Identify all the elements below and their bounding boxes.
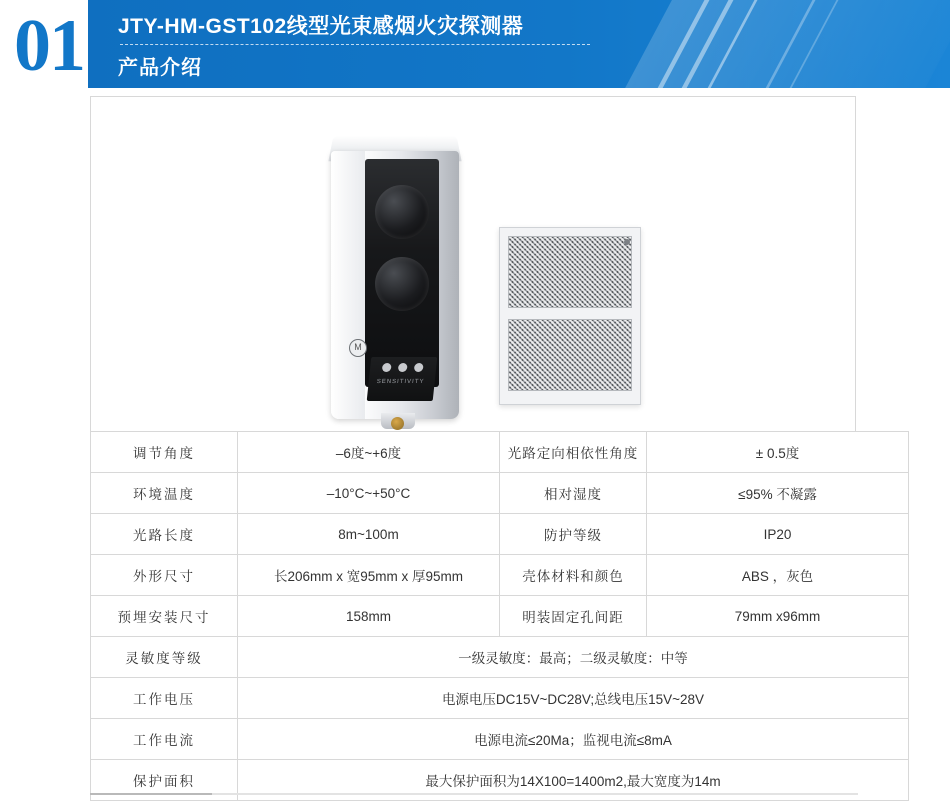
product-image-panel bbox=[90, 96, 856, 431]
spec-value: 电源电压DC15V~DC28V;总线电压15V~28V bbox=[238, 678, 909, 719]
beam-detector-illustration bbox=[323, 125, 473, 425]
header-divider bbox=[120, 44, 590, 45]
spec-value: 长206mm x 宽95mm x 厚95mm bbox=[238, 555, 500, 596]
spec-label: 光路长度 bbox=[91, 514, 238, 555]
table-row bbox=[91, 432, 909, 473]
spec-value: –6度~+6度 bbox=[238, 432, 500, 473]
table-row bbox=[91, 473, 909, 514]
detector-button-1 bbox=[382, 363, 392, 372]
page-header bbox=[0, 0, 950, 88]
spec-label: 防护等级 bbox=[500, 514, 647, 555]
reflector-gap bbox=[508, 308, 632, 319]
table-row bbox=[91, 555, 909, 596]
spec-label: 工作电压 bbox=[91, 678, 238, 719]
spec-value: 8m~100m bbox=[238, 514, 500, 555]
footer-divider-accent bbox=[90, 793, 212, 795]
detector-control-panel bbox=[367, 357, 438, 401]
detector-screw bbox=[391, 417, 404, 430]
spec-value: 79mm x96mm bbox=[647, 596, 909, 637]
table-row bbox=[91, 719, 909, 760]
spec-value: 158mm bbox=[238, 596, 500, 637]
spec-label: 相对湿度 bbox=[500, 473, 647, 514]
spec-label: 光路定向相依性角度 bbox=[500, 432, 647, 473]
detector-panel-label: SENSITIVITY bbox=[376, 379, 425, 385]
spec-value: IP20 bbox=[647, 514, 909, 555]
spec-value: –10°C~+50°C bbox=[238, 473, 500, 514]
page-subtitle: 产品介绍 bbox=[118, 57, 202, 79]
spec-label: 灵敏度等级 bbox=[91, 637, 238, 678]
spec-label: 外形尺寸 bbox=[91, 555, 238, 596]
detector-logo-badge: M bbox=[349, 339, 367, 357]
spec-value: 最大保护面积为14X100=1400m2,最大宽度为14m bbox=[238, 760, 909, 801]
spec-label: 环境温度 bbox=[91, 473, 238, 514]
detector-left-face bbox=[331, 151, 365, 419]
specification-table bbox=[90, 431, 909, 801]
page-title: JTY-HM-GST102线型光束感烟火灾探测器 bbox=[118, 15, 524, 38]
content-area bbox=[90, 96, 858, 801]
spec-label: 明装固定孔间距 bbox=[500, 596, 647, 637]
spec-label: 工作电流 bbox=[91, 719, 238, 760]
table-row bbox=[91, 637, 909, 678]
spec-label: 调节角度 bbox=[91, 432, 238, 473]
spec-value: 电源电流≤20Ma；监视电流≤8mA bbox=[238, 719, 909, 760]
detector-button-2 bbox=[398, 363, 408, 372]
detector-lens-upper bbox=[375, 185, 429, 239]
detector-front-window bbox=[365, 159, 439, 387]
section-number: 01 bbox=[14, 5, 84, 87]
specification-table-body bbox=[91, 432, 909, 801]
reflector-dot bbox=[624, 239, 630, 245]
table-row bbox=[91, 596, 909, 637]
spec-label: 壳体材料和颜色 bbox=[500, 555, 647, 596]
spec-value: 一级灵敏度：最高；二级灵敏度：中等 bbox=[238, 637, 909, 678]
reflector-illustration bbox=[499, 227, 641, 405]
table-row bbox=[91, 678, 909, 719]
spec-value: ± 0.5度 bbox=[647, 432, 909, 473]
spec-value: ABS ，灰色 bbox=[647, 555, 909, 596]
detector-button-3 bbox=[414, 363, 424, 372]
spec-value: ≤95% 不凝露 bbox=[647, 473, 909, 514]
spec-label: 预埋安装尺寸 bbox=[91, 596, 238, 637]
table-row bbox=[91, 514, 909, 555]
reflector-grid-lower bbox=[508, 319, 632, 391]
spec-label: 保护面积 bbox=[91, 760, 238, 801]
reflector-grid-upper bbox=[508, 236, 632, 308]
detector-lens-lower bbox=[375, 257, 429, 311]
